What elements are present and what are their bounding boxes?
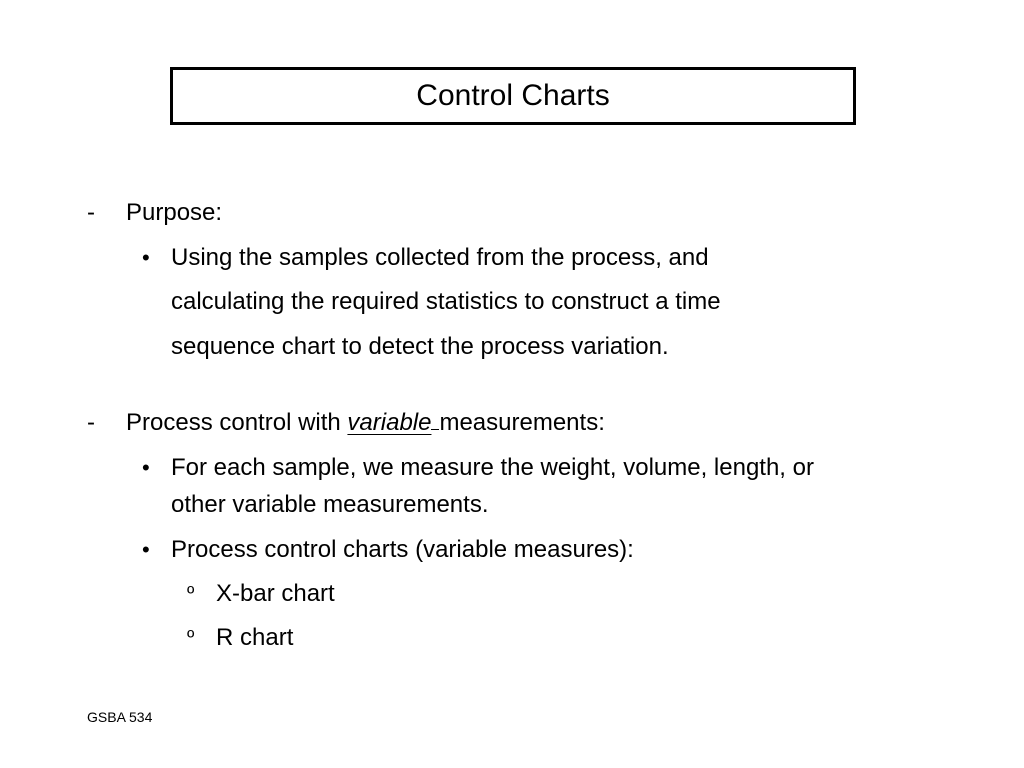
variable-bullet-1-line-1: For each sample, we measure the weight, volume, length, or: [171, 454, 814, 481]
sub-bullet-marker: º: [187, 583, 195, 605]
slide-footer: GSBA 534: [87, 709, 153, 725]
slide-title: Control Charts: [416, 79, 610, 112]
purpose-bullet-line-3: sequence chart to detect the process variation.: [171, 333, 669, 360]
heading-text-before: Process control with: [126, 409, 348, 436]
heading-text-after: measurements:: [439, 409, 605, 436]
bullet-marker: •: [142, 245, 150, 270]
bullet-marker: •: [142, 455, 150, 480]
sub-item-r-chart: R chart: [216, 624, 294, 651]
sub-bullet-marker: º: [187, 627, 195, 649]
bullet-marker: •: [142, 537, 150, 562]
purpose-heading: Purpose:: [126, 199, 223, 226]
variable-bullet-2-line-1: Process control charts (variable measures):: [171, 536, 634, 563]
dash-marker: -: [87, 409, 95, 436]
purpose-bullet-line-2: calculating the required statistics to construct a time: [171, 288, 721, 315]
variable-bullet-1-line-2: other variable measurements.: [171, 491, 489, 518]
process-control-heading: [126, 411, 605, 435]
slide-title-box: [170, 67, 856, 125]
purpose-bullet-line-1: Using the samples collected from the process, and: [171, 244, 709, 271]
heading-emphasis-variable: variable: [347, 409, 432, 436]
dash-marker: -: [87, 199, 95, 226]
sub-item-xbar-chart: X-bar chart: [216, 580, 335, 607]
